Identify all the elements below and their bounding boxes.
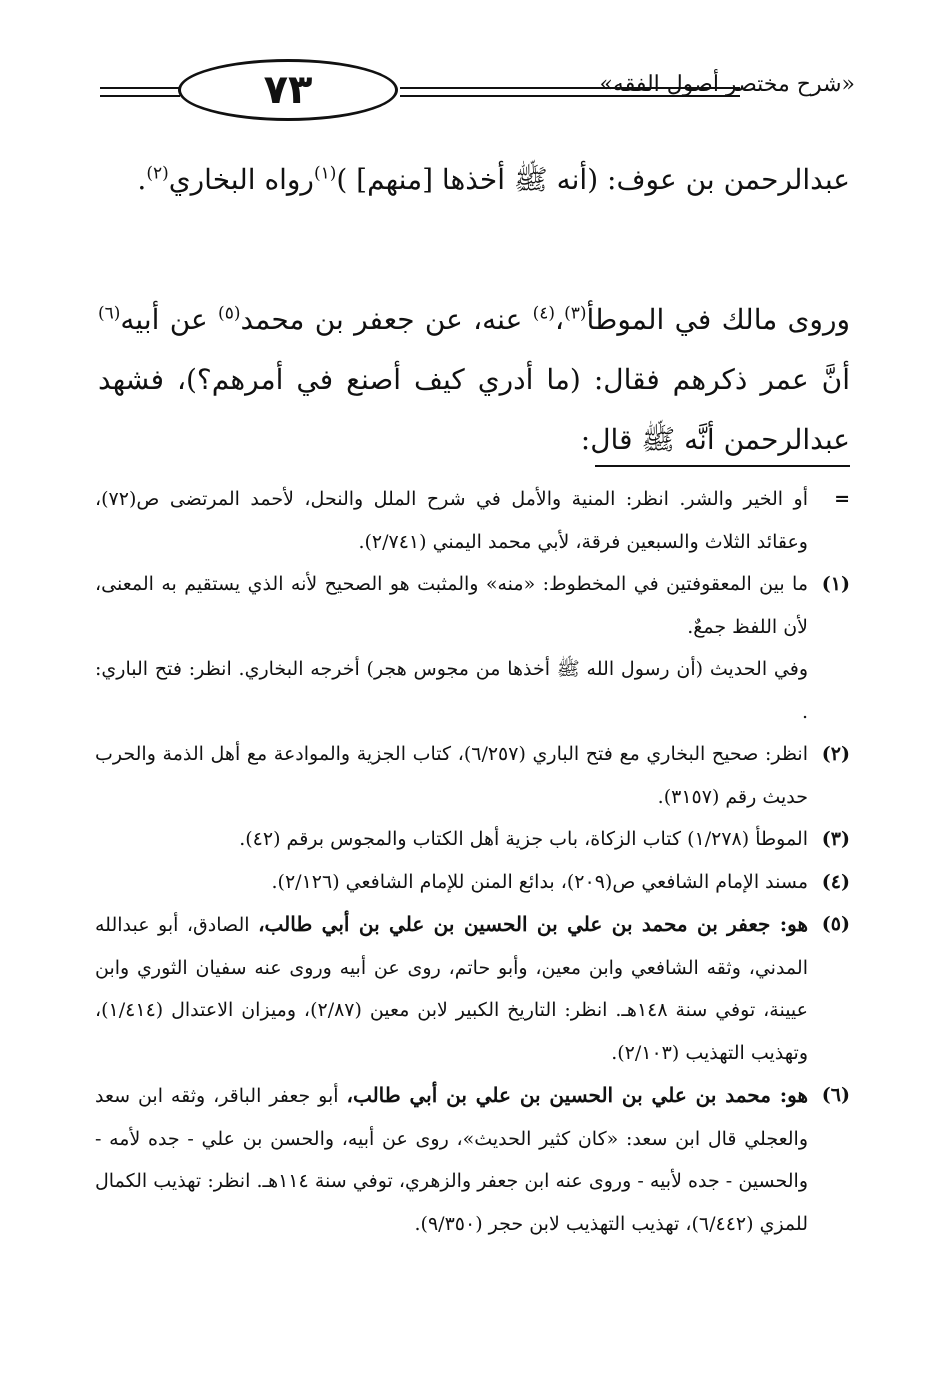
main-text: وروى مالك في الموطأ [586,303,850,336]
main-text: عنه، عن جعفر بن محمد [240,303,533,336]
footnote-text: ما بين المعقوفتين في المخطوط: «منه» والمثبت هو الصحيح لأنه الذي يستقيم به المعنى، لأن اللفظ جمعٌ. [95,573,808,638]
footnote-number: = [834,488,850,510]
main-paragraph-2 [98,290,850,470]
footnote-number: (١) [821,573,850,595]
footnote-lead: هو: محمد بن علي بن الحسين بن علي بن أبي طالب، [346,1083,808,1107]
main-text: ، [555,303,565,336]
main-text: عن أبيه [120,303,219,336]
footnote-text: انظر: صحيح البخاري مع فتح الباري (٦/٢٥٧)، كتاب الجزية والموادعة مع أهل الذمة والحرب حديث رقم (٣١٥٧). [95,743,808,808]
footnote-ref[interactable]: (٥) [218,303,241,324]
footnote-text: مسند الإمام الشافعي ص(٢٠٩)، بدائع المنن للإمام الشافعي (٢/١٢٦). [271,870,808,893]
footnote-ref[interactable]: (١) [313,163,337,184]
page-number: ٧٣ [263,67,313,113]
page-header [100,55,855,125]
main-paragraph-1 [98,150,850,210]
footnote-number: (٦) [821,1084,850,1106]
footnote-text: وفي الحديث (أن رسول الله ﷺ أخذها من مجوس هجر) أخرجه البخاري. انظر: فتح الباري: . [95,658,808,723]
main-text: . [137,163,147,196]
footnote-ref[interactable]: (٣) [564,303,587,324]
footnote-text: أبو جعفر الباقر، وثقه ابن سعد والعجلي قال ابن سعد: «كان كثير الحديث»، روى عن أبيه، والحسن بن علي - جده لأمه - والحسين - جده لأبيه - وروى عنه ابن جعفر والزهري، توفي سنة ١١٤هـ. انظر: تهذيب الكمال للمزي (٦/٤٤٢)، تهذيب التهذيب لابن حجر (٩/٣٥٠). [95,1085,808,1235]
footnote-number: (٣) [821,828,850,850]
footnote-text: الموطأ (١/٢٧٨) كتاب الزكاة، باب جزية أهل الكتاب والمجوس برقم (٤٢). [239,828,808,850]
footnote-ref[interactable]: (٦) [98,303,121,324]
footnote-number: (٢) [821,743,850,765]
footnotes [95,478,850,1245]
footnote-4 [95,861,850,904]
footnote-number: (٥) [821,913,850,935]
footnote-3 [95,818,850,861]
page-number-oval [178,59,398,121]
footnote-2 [95,733,850,818]
footnote-1 [95,563,850,733]
footnote-text: أو الخير والشر. انظر: المنية والأمل في شرح الملل والنحل، لأحمد المرتضى ص(٧٢)، وعقائد الثلاث والسبعين فرقة، لأبي محمد اليمني (٢/٧٤١). [95,488,808,553]
footnote-ref[interactable]: (٤) [532,303,556,324]
footnote-ref[interactable]: (٢) [146,163,169,184]
footnote-separator [595,465,850,467]
footnote-5 [95,903,850,1074]
main-text: أنَّ عمر ذكرهم فقال: (ما أدري كيف أصنع في أمرهم؟)، فشهد عبدالرحمن أنَّه ﷺ قال: [98,363,850,456]
footnote-continuation [95,478,850,563]
main-text: عبدالرحمن بن عوف: (أنه ﷺ أخذها [منهم] ) [336,163,850,196]
running-title: «شرح مختصر أصول الفقه» [599,72,855,97]
footnote-number: (٤) [821,870,850,893]
footnote-lead: هو: جعفر بن محمد بن علي بن الحسين بن علي بن أبي طالب، [258,912,809,936]
footnote-6 [95,1074,850,1245]
header-rule-left [100,87,180,97]
footnote-text: الصادق، أبو عبدالله المدني، وثقه الشافعي وابن معين، وأبو حاتم، روى عن أبيه وروى عنه سفيان الثوري وابن عيينة، توفي سنة ١٤٨هـ. انظر: التاريخ الكبير لابن معين (٢/٨٧)، وميزان الاعتدال (١/٤١٤)، وتهذيب التهذيب (٢/١٠٣). [95,914,808,1064]
main-text: رواه البخاري [168,163,314,196]
